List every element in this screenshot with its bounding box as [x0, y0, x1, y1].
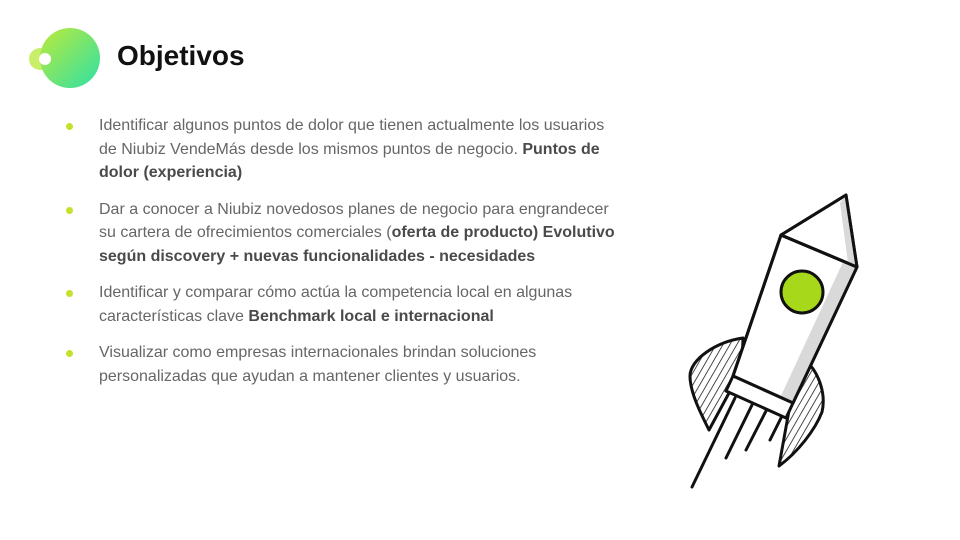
bullet-text: Identificar algunos puntos de dolor que tienen actualmente los usuarios de Niubiz VendeMás desde los mismos puntos de negocio.: [99, 117, 605, 158]
bullet-bold-text: Puntos de dolor (experiencia): [99, 140, 600, 181]
bullet-dot-icon: [66, 350, 73, 357]
list-item: [66, 198, 626, 269]
bullet-text: Visualizar como empresas internacionales brindan soluciones personalizadas que ayudan a mantener clientes y usuarios.: [99, 344, 537, 385]
rocket-icon: [672, 180, 872, 500]
bullet-dot-icon: [66, 207, 73, 214]
objectives-list: [66, 114, 626, 401]
list-item: [66, 341, 626, 388]
list-item: [66, 114, 626, 185]
bullet-text: Dar a conocer a Niubiz novedosos planes de negocio para engrandecer su cartera de ofrecimientos comerciales (: [99, 200, 609, 241]
bullet-bold-text: oferta de producto) Evolutivo según discovery + nuevas funcionalidades - necesidades: [99, 224, 615, 265]
brand-logo-icon: [28, 26, 102, 90]
bullet-dot-icon: [66, 123, 73, 130]
bullet-text: Identificar y comparar cómo actúa la competencia local en algunas características clave: [99, 284, 573, 325]
list-item: [66, 281, 626, 328]
bullet-dot-icon: [66, 290, 73, 297]
page-title: Objetivos: [117, 40, 245, 71]
bullet-bold-text: Benchmark local e internacional: [248, 307, 494, 325]
